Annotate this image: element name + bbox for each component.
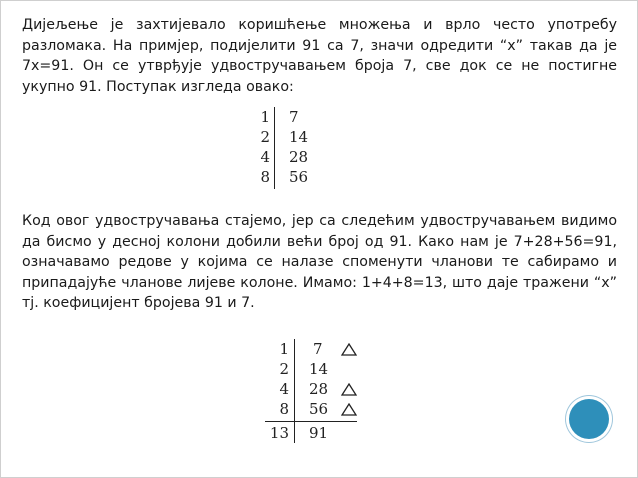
left-cell: 1 bbox=[260, 108, 270, 126]
left-cell: 8 bbox=[260, 168, 270, 186]
intro-paragraph: Дијељење је захтијевало коришћење множења и врло често употребу разломака. На примјер, подијелити 91 са 7, значи одредити “x” такав да је 7x=91. Он се утврђује удвостручавањем броја 7, све док се не постигне укупно 91. Поступак изгледа овако: bbox=[22, 17, 617, 95]
table-row bbox=[257, 107, 317, 127]
doubling-table bbox=[257, 107, 317, 189]
explanation-paragraph: Код овог удвостручавања стајемо, јер са следећим удвостручавањем видимо да бисмо у десној колони добили већи број од 91. Како нам је 7+28+56=91, означавамо редове у којима се налазе споменути чланови те сабирамо и припадајуће чланове лијеве колоне. Имамо: 1+4+8=13, што даје тражени “x” тј. коефицијент бројева 91 и 7. bbox=[22, 213, 617, 311]
triangle-outline-icon bbox=[341, 403, 357, 416]
table-row bbox=[257, 127, 317, 147]
right-cell: 28 bbox=[289, 148, 309, 166]
total-row bbox=[265, 423, 365, 443]
total-right-cell: 91 bbox=[309, 424, 329, 442]
triangle-outline-icon bbox=[341, 343, 357, 356]
left-cell: 4 bbox=[260, 148, 270, 166]
left-cell: 2 bbox=[279, 360, 289, 378]
right-cell: 7 bbox=[313, 340, 323, 358]
left-cell: 1 bbox=[279, 340, 289, 358]
right-cell: 28 bbox=[309, 380, 329, 398]
right-cell: 14 bbox=[309, 360, 329, 378]
triangle-outline-icon bbox=[341, 383, 357, 396]
total-left-cell: 13 bbox=[269, 424, 289, 442]
marked-doubling-table bbox=[265, 339, 365, 443]
left-cell: 8 bbox=[279, 400, 289, 418]
table-row bbox=[265, 359, 365, 379]
table-row bbox=[257, 147, 317, 167]
right-cell: 7 bbox=[289, 108, 299, 126]
total-line bbox=[265, 421, 357, 422]
left-cell: 2 bbox=[260, 128, 270, 146]
right-cell: 14 bbox=[289, 128, 309, 146]
circle-decoration-icon bbox=[569, 399, 609, 439]
left-cell: 4 bbox=[279, 380, 289, 398]
right-cell: 56 bbox=[289, 168, 309, 186]
right-cell: 56 bbox=[309, 400, 329, 418]
table-row bbox=[257, 167, 317, 187]
